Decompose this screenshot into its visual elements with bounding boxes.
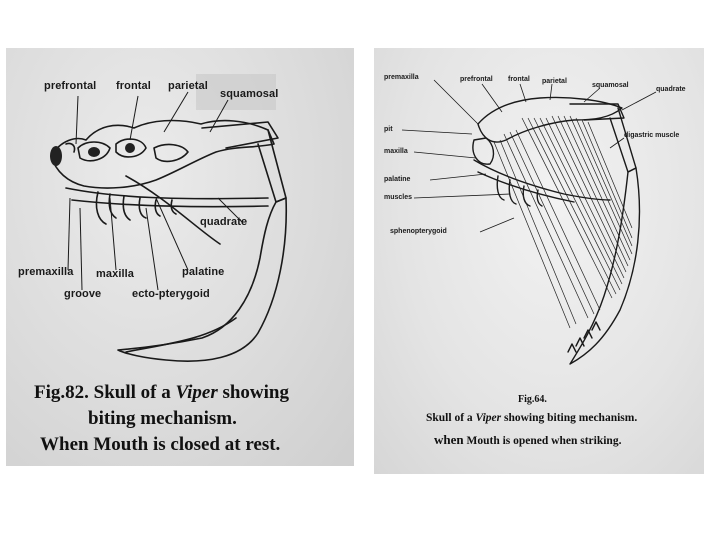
label-maxilla: maxilla [96, 268, 135, 280]
label-frontal: frontal [116, 80, 151, 92]
label-parietal: parietal [542, 78, 567, 85]
label-groove: groove [64, 288, 102, 300]
caption-left-line3: When Mouth is closed at rest. [40, 434, 281, 455]
figure-left-panel [6, 48, 354, 466]
label-digastric-muscle: digastric muscle [624, 132, 680, 139]
figure-right-panel [374, 48, 704, 474]
label-premaxilla: premaxilla [384, 74, 419, 81]
label-prefrontal: prefrontal [460, 76, 493, 83]
viper-skull-open-drawing [374, 48, 704, 474]
caption-right-line1: Skull of a Viper showing biting mechanism. [426, 412, 638, 424]
label-squamosal: squamosal [592, 82, 629, 89]
label-frontal: frontal [508, 76, 530, 83]
caption-left-line1: Fig.82. Skull of a Viper showing [34, 382, 289, 403]
label-pit: pit [384, 126, 393, 133]
label-prefrontal: prefrontal [44, 80, 97, 92]
label-premaxilla: premaxilla [18, 266, 74, 278]
label-quadrate: quadrate [200, 216, 248, 228]
label-muscles: muscles [384, 194, 413, 201]
label-maxilla: maxilla [384, 148, 408, 155]
label-sphenopterygoid: sphenopterygoid [390, 228, 447, 235]
label-palatine: palatine [182, 266, 225, 278]
caption-right-line2: when Mouth is opened when striking. [434, 432, 622, 447]
label-palatine: palatine [384, 176, 411, 183]
label-squamosal: squamosal [220, 88, 279, 100]
label-parietal: parietal [168, 80, 208, 92]
caption-right-figno: Fig.64. [518, 394, 547, 405]
caption-left-line2: biting mechanism. [88, 408, 237, 429]
label-ectopterygoid: ecto-pterygoid [132, 288, 210, 300]
label-quadrate: quadrate [656, 86, 686, 93]
